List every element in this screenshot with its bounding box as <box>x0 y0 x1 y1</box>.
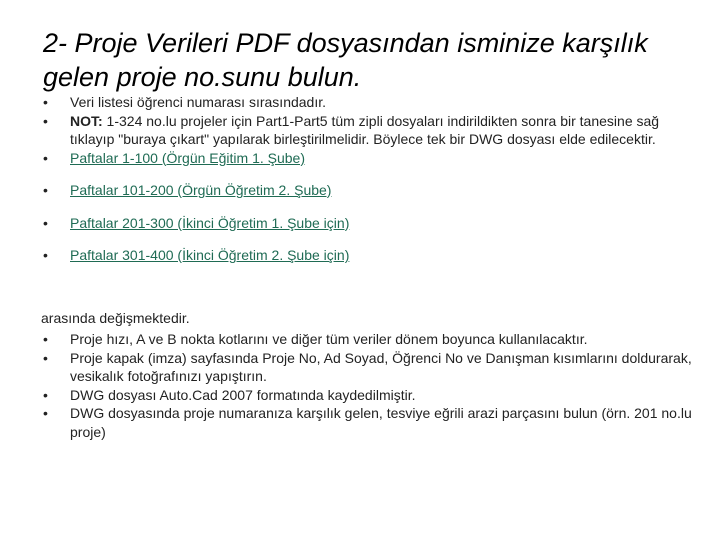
project-instructions-list <box>43 330 703 441</box>
list-item <box>43 349 703 386</box>
pafta-link-101-200[interactable]: Paftalar 101-200 (Örgün Öğretim 2. Şube) <box>70 182 332 198</box>
list-item-text: Proje kapak (imza) sayfasında Proje No, Ad Soyad, Öğrenci No ve Danışman kısımlarını doldurarak, vesikalık fotoğrafınızı yapıştırın. <box>70 349 692 384</box>
list-item <box>43 404 703 441</box>
bullet-icon: • <box>43 405 48 421</box>
project-data-list <box>43 93 703 265</box>
bullet-icon: • <box>43 112 48 129</box>
note-label: NOT: <box>70 112 103 129</box>
list-item <box>43 181 703 200</box>
pafta-link-1-100[interactable]: Paftalar 1-100 (Örgün Eğitim 1. Şube) <box>70 149 306 166</box>
bullet-icon: • <box>43 94 48 110</box>
pafta-link-201-300[interactable]: Paftalar 201-300 (İkinci Öğretim 1. Şube için) <box>70 214 350 231</box>
list-item-text: Veri listesi öğrenci numarası sırasındadır. <box>70 94 327 110</box>
bullet-icon: • <box>43 386 48 403</box>
list-item-text: DWG dosyası Auto.Cad 2007 formatında kaydedilmiştir. <box>70 386 416 403</box>
list-item <box>43 246 703 265</box>
pafta-link-301-400[interactable]: Paftalar 301-400 (İkinci Öğretim 2. Şube için) <box>70 247 350 263</box>
list-item <box>43 93 703 112</box>
note-text: 1-324 no.lu projeler için Part1-Part5 tüm zipli dosyaları indirildikten sonra bir tanesine sağ tıklayıp "buraya çıkart" yapılarak birleştirilmelidir. Böylece tek bir DWG dosyası elde edilecektir. <box>70 112 660 147</box>
list-item-text: DWG dosyasında proje numaranıza karşılık gelen, tesviye eğrili arazi parçasını bulun (örn. 201 no.lu proje) <box>70 405 692 440</box>
page-title: 2- Proje Verileri PDF dosyasından isminize karşılık gelen proje no.sunu bulun. <box>43 28 648 92</box>
list-item-note <box>43 112 703 149</box>
bullet-icon: • <box>43 149 48 166</box>
list-item <box>43 330 703 349</box>
list-item <box>43 386 703 405</box>
list-item-text: Proje hızı, A ve B nokta kotlarını ve diğer tüm veriler dönem boyunca kullanılacaktır. <box>70 331 588 347</box>
bullet-icon: • <box>43 214 48 231</box>
bullet-icon: • <box>43 349 48 366</box>
list-item <box>43 149 703 168</box>
bullet-icon: • <box>43 247 48 263</box>
bullet-icon: • <box>43 331 48 347</box>
list-item <box>43 214 703 233</box>
bullet-icon: • <box>43 182 48 198</box>
range-text: arasında değişmektedir. <box>41 310 190 326</box>
